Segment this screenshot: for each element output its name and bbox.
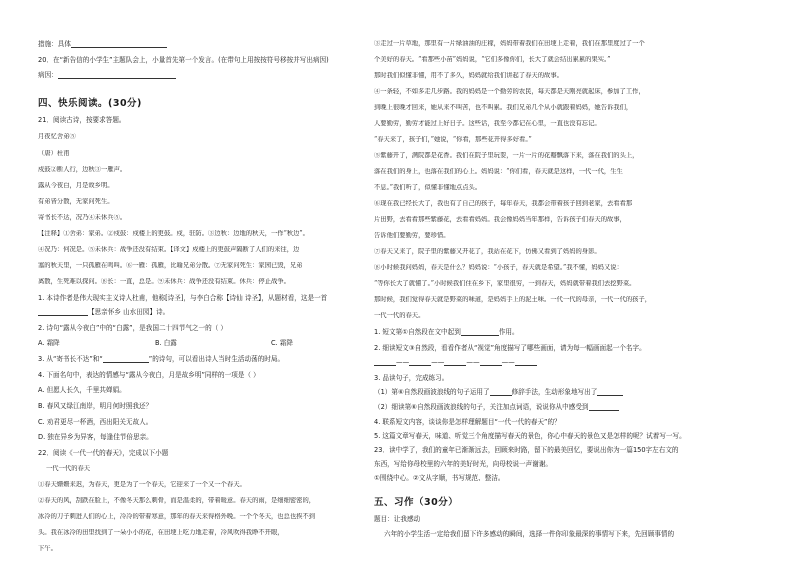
- q3-suffix: ”的诗句，可以看出诗人当时生活动荡的时局。: [148, 355, 285, 363]
- essay-line: 头。我在冰冷的田里找到了一朵小小的花，在田埂上吃力地走着，冷风吹得我睁不开眼，: [38, 529, 284, 536]
- essay-title: 一代一代的春天: [46, 465, 91, 472]
- answer-blank[interactable]: [374, 358, 396, 366]
- q20-text: 20．在“新告信的小学生”主题队会上，小量首先第一个发言。(在带句上用按按符号移按并写出病因): [38, 56, 329, 64]
- poem-author: （唐）杜甫: [38, 150, 70, 157]
- q4-option-d[interactable]: D. 独在异乡为异客，每逢佳节倍思亲。: [38, 433, 153, 441]
- para6-line: ⑥现在我已经长大了，我也有了自己的孩子，每年春天，我都会带着孩子回到老家，去看看那: [374, 200, 633, 207]
- q19-measure-label: 措施：具体: [38, 40, 71, 48]
- q4-option-a[interactable]: A. 但愿人长久，千里共婵娟。: [38, 386, 126, 394]
- q2-option-c[interactable]: C. 霜降: [271, 339, 293, 347]
- para5-line: 落在我们的身上，也落在我们的心上。妈妈说：“你们看，春天就是这样，一代一代，生生: [374, 168, 623, 175]
- para7-line: ⑧小时候我问妈妈，春天是什么？妈妈说：“小孩子，春天就是希望。”我不懂，妈妈又说：: [374, 264, 623, 271]
- composition-title: 题目：让我感动: [374, 515, 421, 523]
- q3-sub1-suffix: 修辞手法，生动形象地写出了: [511, 388, 598, 396]
- para4-line: 人要勤劳，勤劳才能过上好日子。这些话，我至今都记在心里，一直也没有忘记。: [374, 120, 601, 127]
- section4-heading: 四、快乐阅读。(30分): [38, 98, 142, 109]
- answer-blank[interactable]: [38, 308, 88, 316]
- essay-line: 下午。: [38, 545, 57, 552]
- notes-line: 【注释】①舍弟：家弟。②戍鼓：戍楼上的更鼓。戍，驻防。③边秋：边地的秋天，一作“秋边”。: [38, 230, 309, 237]
- q3-sub2-prefix: （2）细读第⑥自然段画波浪线的句子，关注加点词语，说说你从中感受到: [374, 403, 589, 411]
- q1-line2: [38, 308, 169, 316]
- right-q3-sub2: [374, 403, 619, 411]
- para4-line: ④一条轻，不如多走几步路。我的妈妈是一个勤劳的农民，每天都是天刚亮就起床，参加了工作，: [374, 88, 645, 95]
- q4-text: 4. 下面名句中，表达的情感与“露从今夜白，月是故乡明”同样的一项是（ ）: [38, 371, 260, 379]
- q4-option-b[interactable]: B. 春风又绿江南岸，明月何时照我还？: [38, 402, 153, 410]
- right-q1-tail: 作用。: [498, 328, 519, 336]
- q19-measure-line: [38, 40, 167, 48]
- separator: ——: [466, 358, 480, 366]
- essay-line: ①春天姗姗来迟，为春天，更是为了一个春天，它迎来了一个又一个春天。: [38, 481, 246, 488]
- q20-reason-line: [38, 71, 176, 79]
- answer-blank[interactable]: [461, 328, 499, 336]
- q3-line: [38, 355, 284, 363]
- q23-line: 东西，写给你母校里的六年的美好时光，向母校说一声谢谢。: [374, 460, 553, 468]
- q1-text: 1. 本诗作者是伟大现实主义诗人杜甫，他称[诗圣]，与李白合称【诗仙 诗圣】，从题材看，这是一首: [38, 294, 328, 302]
- composition-prompt: 六年的小学生活一定给我们留下许多感动的瞬间，选择一件你印象最深的事情写下来，先回顾事情的: [384, 530, 675, 538]
- answer-blank[interactable]: [515, 358, 537, 366]
- answer-blank[interactable]: [589, 403, 619, 411]
- answer-blank[interactable]: [444, 358, 466, 366]
- para3-line: 个美好的春天。“看那些小苗”妈妈说，“它们多像你们，长大了就会结出累累的果实。”: [374, 56, 611, 63]
- para5-line: 不息。”我们听了，似懂非懂地点点头。: [374, 184, 482, 191]
- answer-blank[interactable]: [58, 71, 176, 79]
- q3-prefix: 3. 从“寄书长不达”和“: [38, 355, 103, 363]
- separator: ——: [396, 358, 410, 366]
- para7-line: “等你长大了就懂了。”小时候我们住在乡下，家里很穷，一到春天，妈妈就带着我们去挖野菜。: [374, 280, 636, 287]
- right-q2-text: 2. 细读短文③自然段，看看作者从“视觉”角度描写了哪些画面，请为每一幅画面起一个名字。: [374, 344, 646, 352]
- section5-heading: 五、习作（30分）: [374, 497, 459, 508]
- answer-blank[interactable]: [103, 355, 149, 363]
- q2-option-a[interactable]: A. 霜降: [38, 339, 60, 347]
- para3-line: 那时我们似懂非懂，用不了多久，妈妈就给我们讲起了春天的故事。: [374, 72, 563, 79]
- answer-blank[interactable]: [597, 388, 623, 396]
- q22-text: 22．阅读《一代一代的春天》，完成以下小题: [38, 449, 169, 457]
- poem-line: 寄书长不达，况乃④未休兵⑤。: [38, 214, 127, 221]
- para4-line: 到晚上很晚才回来，她从来不叫苦，也不叫累。我们兄弟几个从小就跟着妈妈，她告诉我们，: [374, 104, 633, 111]
- q21-text: 21．阅读古诗，按要求答题。: [38, 116, 126, 124]
- poem-line: 有弟皆分散，无家问死生。: [38, 198, 114, 205]
- para7-line: 一代一代的春天。: [374, 312, 425, 319]
- para6-line: 片田野，去看看那些紫藤花，去看看妈妈。我会像妈妈当年那样，告诉孩子们春天的故事，: [374, 216, 626, 223]
- notes-line: 塞的秋天里，一只孤雁在鸣叫。⑥一雁：孤雁，比喻兄弟分散。⑦无家问死生：家园已毁，兄弟: [38, 262, 303, 269]
- answer-blank[interactable]: [480, 358, 502, 366]
- para5-line: ⑤紫藤开了，满院都是花香。我们在院子里玩耍，一片一片的花瓣飘落下来，落在我们的头上，: [374, 152, 639, 159]
- q1-line2-tail: 【思亲怀乡 山水田园】诗。: [88, 308, 170, 316]
- answer-blank[interactable]: [71, 40, 167, 48]
- q2-option-b[interactable]: B. 白露: [155, 339, 177, 347]
- right-q4-text: 4. 联系短文内容，谈谈你是怎样理解题目“一代一代的春天”的？: [374, 418, 561, 426]
- essay-line: 冰冷的刀子刺进人们的心上，冷冷的带着寒意，那年的春天来得格外晚。一个个冬天，也总也挨不到: [38, 513, 316, 520]
- notes-line: 离散，生死难以探问。⑧长：一直，总是。⑨未休兵：战争还没有结束。休兵：停止战争。: [38, 278, 290, 285]
- poem-title: 月夜忆舍弟⑤: [38, 133, 76, 140]
- right-q5-text: 5. 这篇文章写春天，味道、听觉三个角度描写春天的景色，你心中春天的景色又是怎样的呢？试着写一写。: [374, 432, 686, 440]
- q4-option-c[interactable]: C. 劝君更尽一杯酒，西出阳关无故人。: [38, 418, 153, 426]
- q23-line: 23．读中学了，我们的童年已渐渐远去，回顾来时路，留下的最美回忆，要说出你为一篇150字左右文的: [374, 446, 679, 454]
- para4-line: “春天来了，孩子们，”她说，“你看，那些花开得多好看。”: [374, 136, 532, 143]
- answer-blank[interactable]: [490, 388, 512, 396]
- right-q1-text: 1. 短文第①自然段在文中起到: [374, 328, 461, 336]
- para7-line: 那时候，我们觉得春天就是野菜的味道，是妈妈手上的泥土味。一代一代的母亲，一代一代的孩子，: [374, 296, 652, 303]
- right-q2-blanks: [374, 358, 537, 366]
- notes-line: ④况乃：何况是。⑤未休兵：战争还没有结束。【译文】戍楼上的更鼓声隔断了人们的来往，边: [38, 246, 300, 253]
- q2-text: 2. 诗句“露从今夜白”中的“白露”，是我国二十四节气之一的（ ）: [38, 324, 227, 332]
- right-q3-sub1: [374, 388, 623, 396]
- essay-line: ②春天的风，刮跌在脸上，不像冬天那么刺骨，而是温柔的，带着暖意。春天的雨，是细细密密的，: [38, 497, 316, 504]
- poem-line: 露从今夜白，月是故乡明。: [38, 182, 114, 189]
- q3-sub1-prefix: （1）第⑥自然段画波浪线的句子运用了: [374, 388, 490, 396]
- right-q3-text: 3. 品读句子，完成练习。: [374, 374, 449, 382]
- para6-line: 告诉他们要勤劳，要珍惜。: [374, 232, 450, 239]
- para6-line: ⑦春天又来了，院子里的紫藤又开花了，我站在花下，仿佛又看到了妈妈的身影。: [374, 248, 601, 255]
- poem-line: 戍鼓②断人行，边秋③一雁声。: [38, 166, 127, 173]
- para3-line: ③走过一片草地，那里有一片绿油油的庄稼，妈妈带着我们在田埂上走着，我们在那里度过了一个: [374, 40, 645, 47]
- q23-line: ①围绕中心。②文从字顺，书写规范、整洁。: [374, 474, 505, 482]
- separator: ——: [501, 358, 515, 366]
- q20-reason-label: 病因：: [38, 71, 58, 79]
- answer-blank[interactable]: [409, 358, 431, 366]
- separator: ——: [431, 358, 445, 366]
- right-q1-line: [374, 328, 519, 336]
